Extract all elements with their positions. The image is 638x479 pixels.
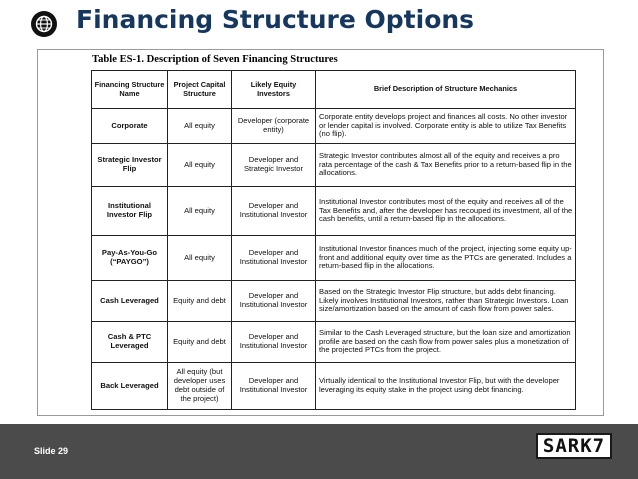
capital-structure-cell: All equity	[168, 144, 232, 187]
equity-investors-cell: Developer and Institutional Investor	[232, 187, 316, 236]
capital-structure-cell: All equity	[168, 236, 232, 281]
description-cell: Institutional Investor finances much of the project, injecting some equity up-front and additional equity over time as the PTCs are generated. Includes a return-based flip in the allocations.	[316, 236, 576, 281]
column-header: Project Capital Structure	[168, 71, 232, 109]
footer-bar	[0, 424, 638, 479]
description-cell: Based on the Strategic Investor Flip structure, but adds debt financing. Likely involves Institutional Investors, rather than Strategic Investors. Loan size/amortization based on the amount of cash flow from power sales.	[316, 281, 576, 322]
equity-investors-cell: Developer and Strategic Investor	[232, 144, 316, 187]
description-cell: Institutional Investor contributes most of the equity and receives all of the Tax Benefits and, after the developer has recouped its investment, all of the cash benefits, until a return-based flip in the allocations.	[316, 187, 576, 236]
slide-number: Slide 29	[34, 446, 69, 456]
table-row	[92, 322, 576, 363]
capital-structure-cell: Equity and debt	[168, 322, 232, 363]
description-cell: Strategic Investor contributes almost all of the equity and receives a pro rata percentage of the cash & Tax Benefits prior to a return-based flip in the allocations.	[316, 144, 576, 187]
table-title: Table ES-1. Description of Seven Financing Structures	[92, 54, 338, 65]
table-row	[92, 236, 576, 281]
equity-investors-cell: Developer and Institutional Investor	[232, 281, 316, 322]
structure-name-cell: Back Leveraged	[92, 363, 168, 410]
capital-structure-cell: All equity	[168, 109, 232, 144]
financing-structures-table	[91, 70, 576, 410]
globe-icon	[31, 11, 57, 37]
structure-name-cell: Strategic Investor Flip	[92, 144, 168, 187]
column-header: Likely Equity Investors	[232, 71, 316, 109]
table-row	[92, 281, 576, 322]
document-image	[37, 49, 604, 416]
structure-name-cell: Cash & PTC Leveraged	[92, 322, 168, 363]
logo-text: SARK7	[542, 434, 606, 457]
equity-investors-cell: Developer and Institutional Investor	[232, 363, 316, 410]
column-header: Brief Description of Structure Mechanics	[316, 71, 576, 109]
column-header: Financing Structure Name	[92, 71, 168, 109]
structure-name-cell: Institutional Investor Flip	[92, 187, 168, 236]
structure-name-cell: Pay-As-You-Go (“PAYGO”)	[92, 236, 168, 281]
table-row	[92, 363, 576, 410]
sark7-logo	[536, 433, 612, 459]
table-row	[92, 109, 576, 144]
structure-name-cell: Cash Leveraged	[92, 281, 168, 322]
slide-header	[0, 0, 638, 46]
capital-structure-cell: Equity and debt	[168, 281, 232, 322]
description-cell: Corporate entity develops project and finances all costs. No other investor or lender capital is involved. Corporate entity is able to utilize Tax Benefits (no flip).	[316, 109, 576, 144]
equity-investors-cell: Developer and Institutional Investor	[232, 236, 316, 281]
capital-structure-cell: All equity (but developer uses debt outside of the project)	[168, 363, 232, 410]
structure-name-cell: Corporate	[92, 109, 168, 144]
table-header-row	[92, 71, 576, 109]
equity-investors-cell: Developer (corporate entity)	[232, 109, 316, 144]
description-cell: Similar to the Cash Leveraged structure, but the loan size and amortization profile are based on the cash flow from power sales plus a monetization of the projected PTCs from the project.	[316, 322, 576, 363]
table-row	[92, 187, 576, 236]
equity-investors-cell: Developer and Institutional Investor	[232, 322, 316, 363]
table-row	[92, 144, 576, 187]
capital-structure-cell: All equity	[168, 187, 232, 236]
slide-title: Financing Structure Options	[76, 5, 475, 34]
description-cell: Virtually identical to the Institutional Investor Flip, but with the developer leveraging its equity stake in the project using debt financing.	[316, 363, 576, 410]
